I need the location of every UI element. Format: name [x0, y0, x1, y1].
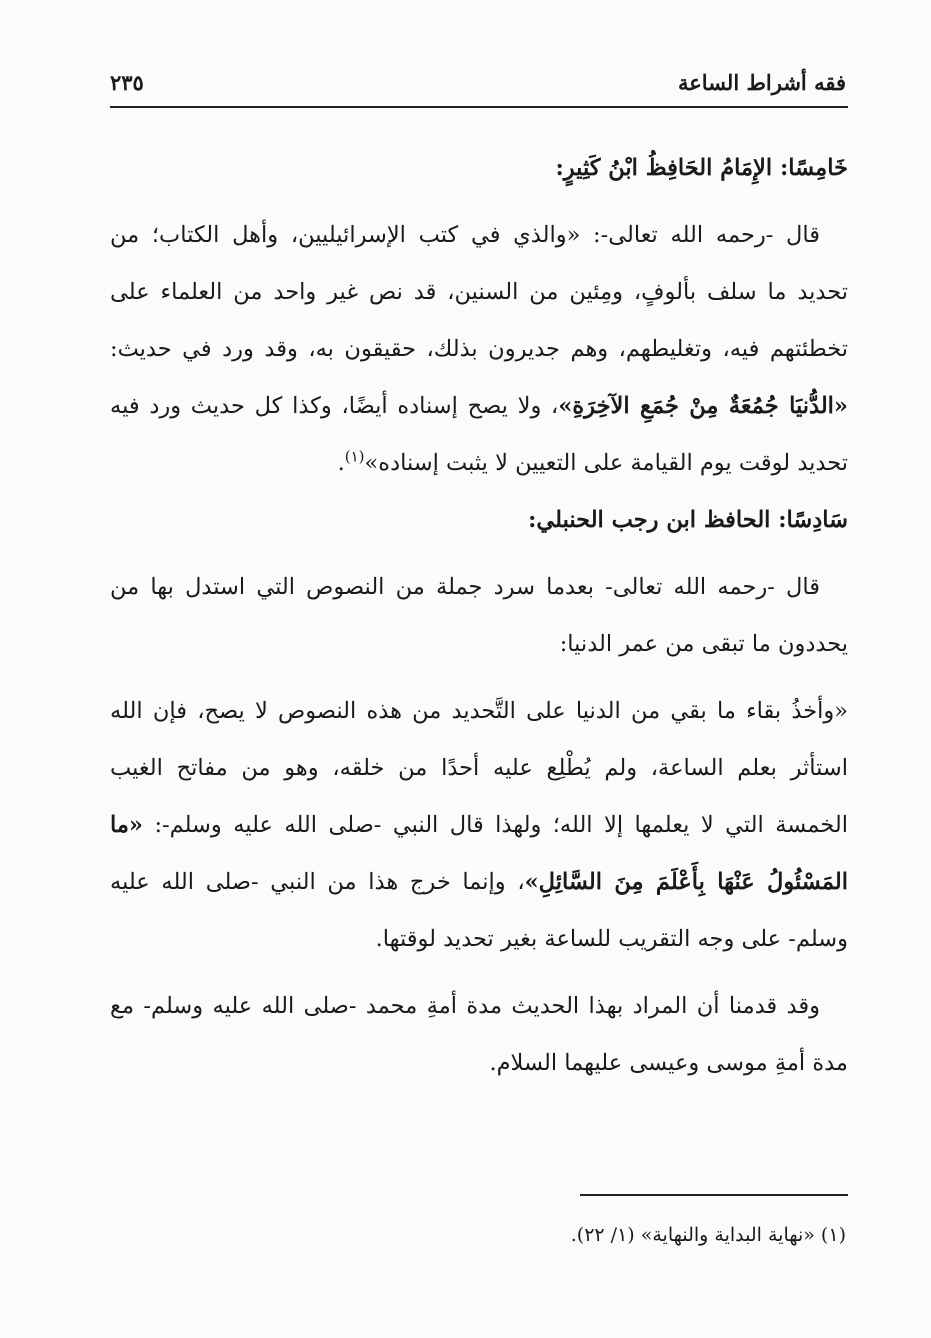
footnote-rule: [580, 1194, 848, 1196]
header-rule: [110, 106, 848, 108]
running-title: فقه أشراط الساعة: [678, 70, 846, 95]
page-number: ٢٣٥: [110, 70, 144, 95]
section-heading-6: سَادِسًا: الحافظ ابن رجب الحنبلي:: [528, 507, 848, 533]
page-header: [110, 70, 846, 100]
footnote-reference: (١): [344, 447, 365, 466]
footnote-1: (١) «نهاية البداية والنهاية» (١/ ٢٢).: [570, 1224, 846, 1246]
paragraph-text: ، وإنما خرج هذا من النبي -صلى الله عليه وسلم- على وجه التقريب للساعة بغير تحديد لوقتها.: [110, 869, 848, 952]
paragraph-text: «وأخذُ بقاء ما بقي من الدنيا على التَّحديد من هذه النصوص لا يصح، فإن الله استأثر بعلم الساعة، ولم يُطْلِع عليه أحدًا من خلقه، وهو من مفاتح الغيب الخمسة التي لا يعلمها إلا الله؛ ولهذا قال النبي -صلى الله عليه وسلم-:: [110, 698, 848, 838]
paragraph-text: .: [337, 450, 345, 476]
paragraph-text: ، ولا يصح إسناده أيضًا، وكذا كل حديث ورد فيه تحديد لوقت يوم القيامة على التعيين لا يثبت إسناده»: [110, 393, 848, 476]
hadith-quote: «الدُّنيَا جُمُعَةٌ مِنْ جُمَعِ الآخِرَةِ»: [558, 393, 848, 419]
paragraph-ibn-rajab-quote: [110, 683, 848, 968]
paragraph-conclusion: وقد قدمنا أن المراد بهذا الحديث مدة أمةِ محمد -صلى الله عليه وسلم- مع مدة أمةِ موسى وعيسى عليهما السلام.: [110, 993, 848, 1076]
paragraph-text: قال -رحمه الله تعالى-: «والذي في كتب الإسرائيليين، وأهل الكتاب؛ من تحديد ما سلف بألوفٍ، ومِئين من السنين، قد نص غير واحد من العلماء على تخطئتهم فيه، وتغليطهم، وهم جديرون بذلك، حقيقون به، وقد ورد في حديث:: [110, 222, 848, 362]
paragraph-ibn-rajab-intro: قال -رحمه الله تعالى- بعدما سرد جملة من النصوص التي استدل بها من يحددون ما تبقى من عمر الدنيا:: [110, 574, 848, 657]
main-text: [110, 140, 848, 1092]
section-heading-5: خَامِسًا: الإِمَامُ الحَافِظُ ابْنُ كَثِيرٍ:: [555, 155, 848, 181]
paragraph-ibn-kathir: [110, 207, 848, 492]
hadith-quote: «ما المَسْئُولُ عَنْهَا بِأَعْلَمَ مِنَ السَّائِلِ»: [110, 812, 848, 895]
